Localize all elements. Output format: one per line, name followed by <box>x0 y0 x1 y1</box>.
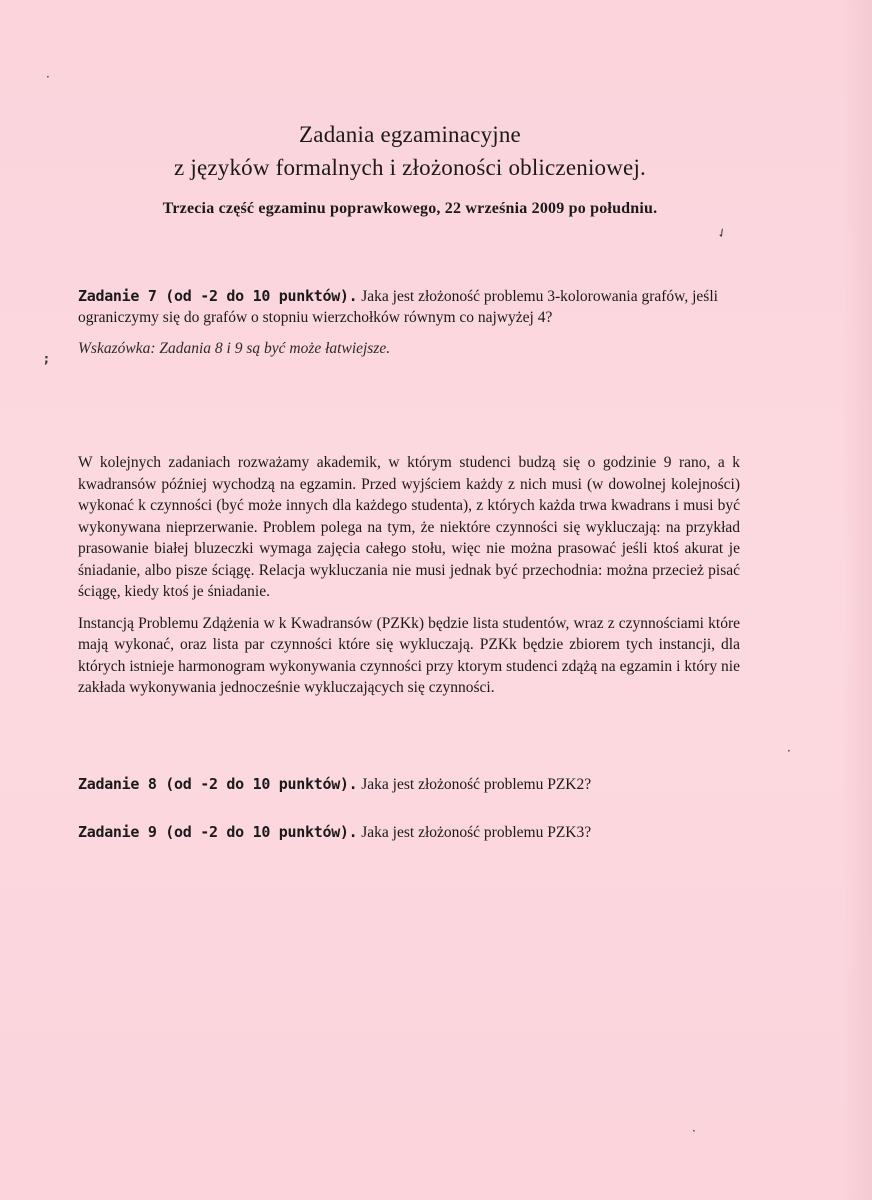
task-9-text: Jaka jest złożoność problemu PZK3? <box>361 824 592 841</box>
problem-description <box>78 452 740 709</box>
scan-margin-mark: ; <box>44 352 49 366</box>
task-7-hint: Wskazówka: Zadania 8 i 9 są być może łatwiejsze. <box>78 340 391 357</box>
intro-paragraph-1: W kolejnych zadaniach rozważamy akademik, w którym studenci budzą się o godzinie 9 rano, a k kwadransów później wychodzą na egzamin. Przed wyjściem każdy z nich musi (w dowolnej kolejności) wykonać k czynności (być może innych dla każdego studenta), z których każda trwa kwadrans i musi być wykonywana nieprzerwanie. Problem polega na tym, że niektóre czynności się wykluczają: na przykład prasowanie białej bluzeczki wymaga zajęcia całego stołu, więc nie można prasować jeśli ktoś akurat je śniadanie, albo pisze ściągę. Relacja wykluczania nie musi jednak być przechodnia: można przecież pisać ściągę, kiedy ktoś je śniadanie. <box>78 454 740 600</box>
task-8-text: Jaka jest złożoność problemu PZK2? <box>361 776 592 793</box>
task-9 <box>78 822 748 843</box>
exam-header <box>0 118 820 218</box>
task-7-heading: Zadanie 7 (od -2 do 10 punktów). <box>78 287 358 305</box>
intro-paragraph-2: Instancją Problemu Zdążenia w k Kwadransów (PZKk) będzie lista studentów, wraz z czynnościami które mają wykonać, oraz lista par czynności które się wykluczają. PZKk będzie zbiorem tych instancji, dla których istnieje harmonogram wykonywania czynności przy ktorym studenci zdążą na egzamin i który nie zakłada wykonywania jednocześnie wykluczających się czynności. <box>78 614 740 696</box>
scan-dot-mark: · <box>46 70 50 84</box>
page-title-line-1: Zadania egzaminacyjne <box>299 122 521 147</box>
page-edge-shadow <box>842 0 872 1200</box>
scan-dot-mark-3: · <box>692 1124 696 1138</box>
page-title-line-2: z języków formalnych i złożoności obliczeniowej. <box>174 155 646 180</box>
scan-pen-mark: ✓ <box>714 224 730 242</box>
task-7 <box>78 286 748 359</box>
page-subtitle: Trzecia część egzaminu poprawkowego, 22 września 2009 po południu. <box>162 200 658 217</box>
task-7-text: Jaka jest złożoność problemu 3-kolorowania grafów, jeśli ograniczymy się do grafów o stopniu wierzchołków równym co najwyżej 4? <box>78 288 718 326</box>
task-8-heading: Zadanie 8 (od -2 do 10 punktów). <box>78 775 358 793</box>
scan-dot-mark-2: · <box>787 744 791 758</box>
task-8 <box>78 774 748 795</box>
task-9-heading: Zadanie 9 (od -2 do 10 punktów). <box>78 823 358 841</box>
